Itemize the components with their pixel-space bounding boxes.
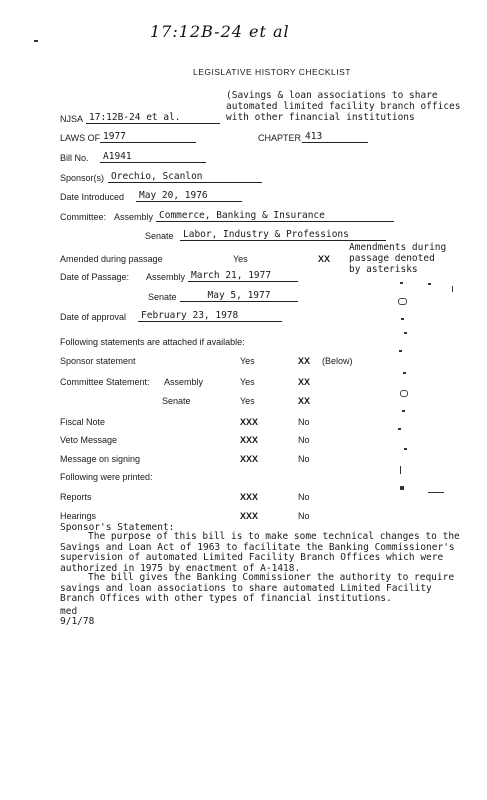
description-line-3: with other financial institutions — [226, 112, 415, 123]
laws-of-label: LAWS OF — [60, 133, 101, 143]
document-title: LEGISLATIVE HISTORY CHECKLIST — [193, 67, 351, 77]
reports-mark: XXX — [240, 492, 259, 502]
bill-no-label: Bill No. — [60, 153, 89, 163]
date-introduced-label: Date Introduced — [60, 192, 125, 202]
committee-assembly-label: Assembly — [114, 212, 154, 222]
committee-statement-assembly: Assembly — [164, 377, 204, 387]
sponsor-statement-note: (Below) — [322, 356, 353, 366]
message-on-signing-no: No — [298, 454, 310, 464]
committee-label: Committee: — [60, 212, 107, 222]
message-on-signing-mark: XXX — [240, 454, 259, 464]
njsa-label: NJSA — [60, 114, 84, 124]
committee-senate-mark: XX — [298, 396, 311, 406]
veto-message-label: Veto Message — [60, 435, 118, 445]
fiscal-note-mark: XXX — [240, 417, 259, 427]
date-stamp: 9/1/78 — [60, 616, 95, 627]
veto-message-no: No — [298, 435, 310, 445]
hearings-label: Hearings — [60, 511, 97, 521]
bill-no-value: A1941 — [100, 152, 206, 163]
hearings-no: No — [298, 511, 310, 521]
sponsor-statement-heading: Sponsor's Statement: — [60, 522, 175, 533]
reports-label: Reports — [60, 492, 92, 502]
amended-label: Amended during passage — [60, 254, 163, 264]
date-of-passage-label: Date of Passage: — [60, 272, 130, 282]
passage-senate-value: May 5, 1977 — [180, 291, 298, 302]
chapter-label: CHAPTER — [258, 133, 302, 143]
amended-note-1: Amendments during — [349, 242, 447, 253]
hearings-mark: XXX — [240, 511, 259, 521]
committee-senate-label: Senate — [145, 231, 174, 241]
statement-paragraph-2: The bill gives the Banking Commissioner the authority to require savings and loan associations to share automated Limited Facility Branch Offices with other types of financial institutions. — [60, 572, 455, 604]
amended-yes: Yes — [233, 254, 248, 264]
fiscal-note-label: Fiscal Note — [60, 417, 106, 427]
amended-note-2: passage denoted — [349, 253, 435, 264]
passage-assembly-value: March 21, 1977 — [188, 271, 298, 282]
sponsor-statement-label: Sponsor statement — [60, 356, 136, 366]
committee-senate-value: Labor, Industry & Professions — [180, 230, 386, 241]
handwritten-reference: 17:12B-24 et al — [150, 22, 290, 41]
chapter-value: 413 — [302, 132, 368, 143]
message-on-signing-label: Message on signing — [60, 454, 141, 464]
veto-message-mark: XXX — [240, 435, 259, 445]
committee-assembly-yes: Yes — [240, 377, 255, 387]
sponsors-label: Sponsor(s) — [60, 173, 105, 183]
committee-assembly-value: Commerce, Banking & Insurance — [156, 211, 394, 222]
passage-senate-label: Senate — [148, 292, 177, 302]
sponsor-statement-yes: Yes — [240, 356, 255, 366]
date-of-approval-value: February 23, 1978 — [138, 311, 282, 322]
following-printed-text: Following were printed: — [60, 472, 153, 482]
sponsors-value: Orechio, Scanlon — [108, 172, 262, 183]
reports-no: No — [298, 492, 310, 502]
njsa-value: 17:12B-24 et al. — [86, 113, 220, 124]
committee-senate-yes: Yes — [240, 396, 255, 406]
sponsor-statement-mark: XX — [298, 356, 311, 366]
committee-assembly-mark: XX — [298, 377, 311, 387]
amended-mark: XX — [318, 254, 331, 264]
fiscal-note-no: No — [298, 417, 310, 427]
initials: med — [60, 606, 78, 617]
description-line-2: automated limited facility branch offices — [226, 101, 461, 112]
committee-statement-senate: Senate — [162, 396, 191, 406]
committee-statement-label: Committee Statement: — [60, 377, 150, 387]
amended-note-3: by asterisks — [349, 264, 418, 275]
following-attached-text: Following statements are attached if available: — [60, 337, 245, 347]
passage-assembly-label: Assembly — [146, 272, 186, 282]
statement-paragraph-1: The purpose of this bill is to make some technical changes to the Savings and Loan Act of 1963 to facilitate the Banking Commissioner's supervision of automated Limited Facility Branch Offices which were authorized in 1975 by enactment of A-1418. — [60, 531, 460, 574]
laws-of-value: 1977 — [100, 132, 196, 143]
date-introduced-value: May 20, 1976 — [136, 191, 242, 202]
description-line-1: (Savings & loan associations to share — [226, 90, 438, 101]
date-of-approval-label: Date of approval — [60, 312, 127, 322]
